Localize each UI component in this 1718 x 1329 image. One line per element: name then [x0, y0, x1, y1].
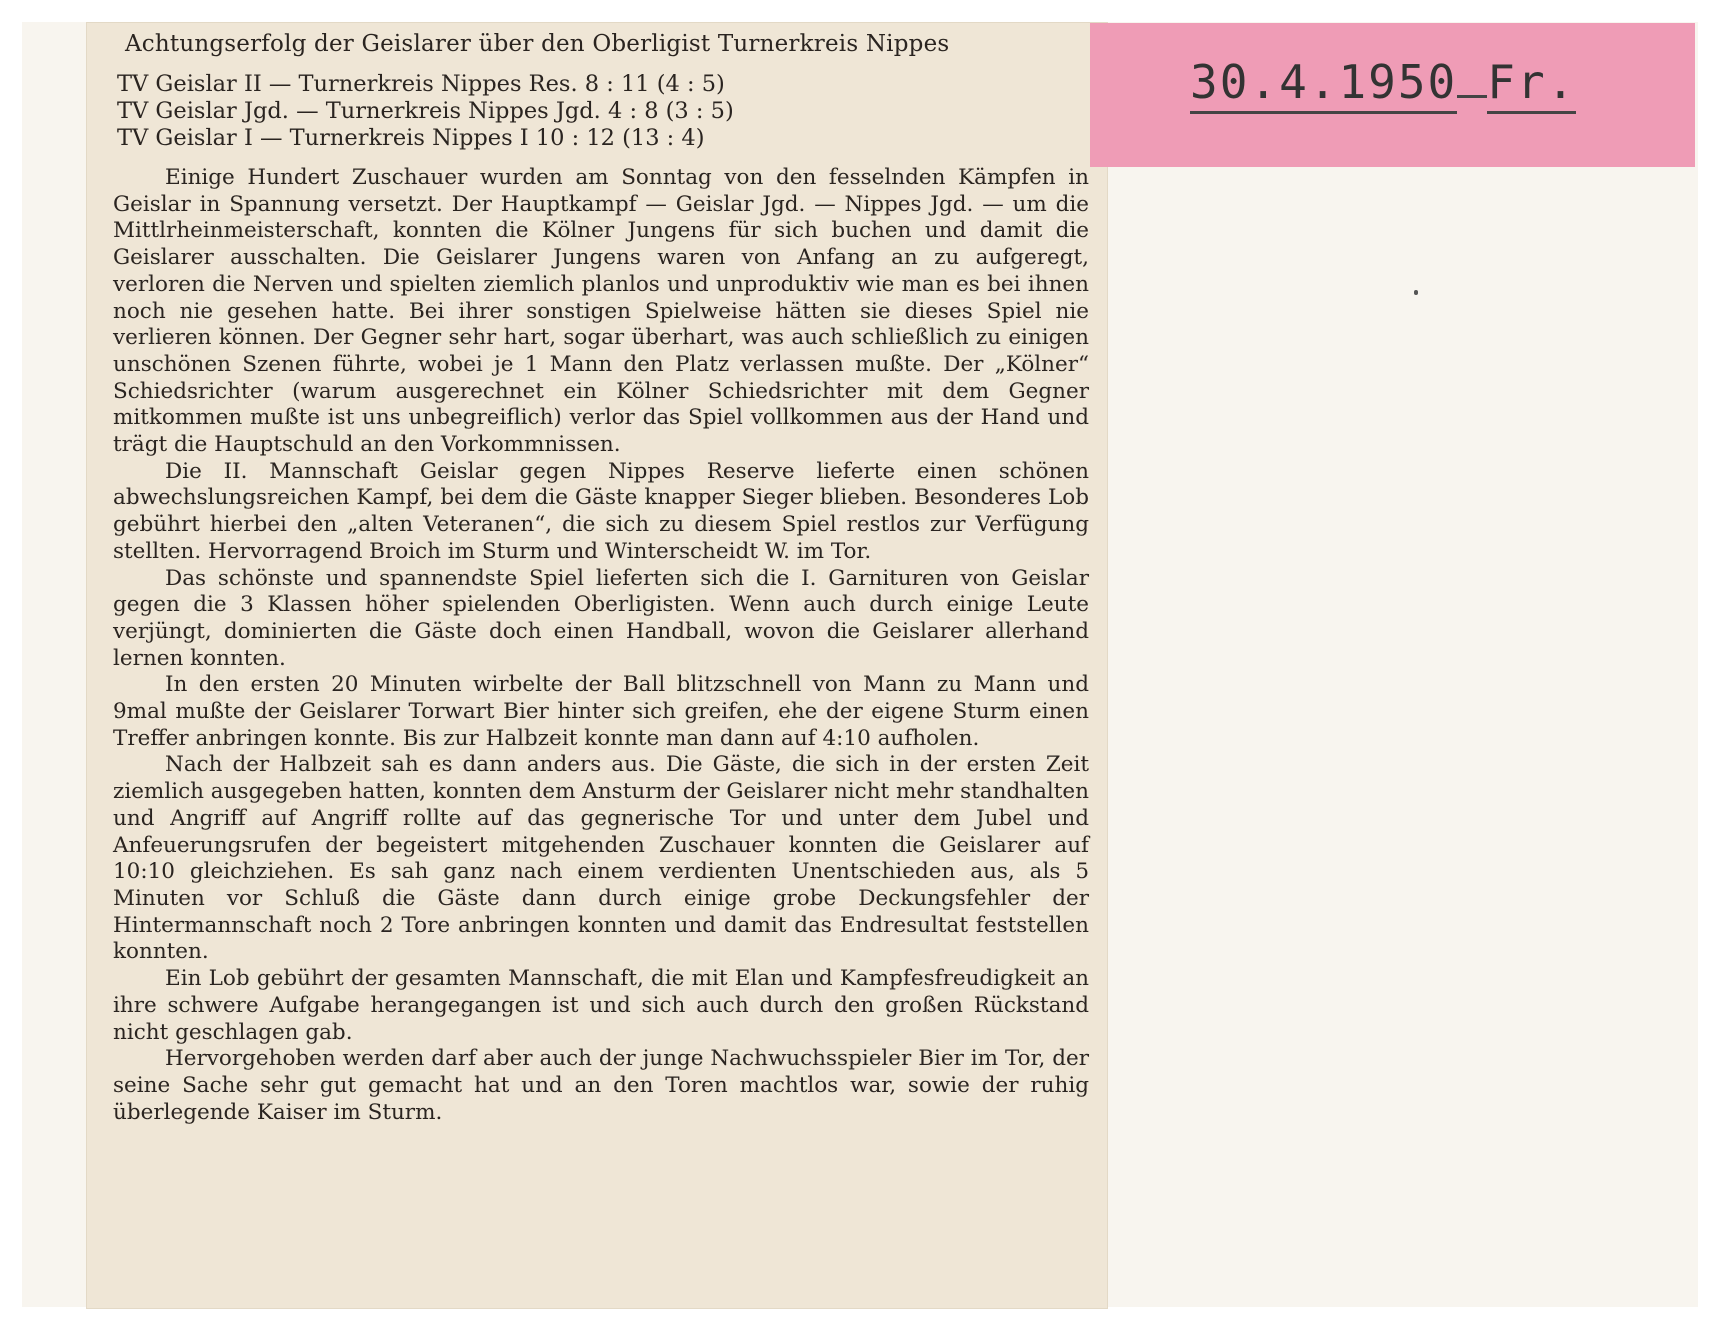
result-line: TV Geislar Jgd. — Turnerkreis Nippes Jgd. 4 : 8 (3 : 5) [117, 98, 734, 124]
clipping-source: Fr. [1487, 55, 1576, 114]
article-body [113, 165, 1089, 1126]
paper-speck [1414, 290, 1418, 295]
newspaper-clipping [87, 23, 1107, 1308]
date-label [1090, 23, 1695, 167]
article-headline: Achtungserfolg der Geislarer über den Oberligist Turnerkreis Nippes [125, 31, 950, 57]
result-line: TV Geislar I — Turnerkreis Nippes I 10 : 12 (13 : 4) [117, 125, 705, 151]
article-paragraph: Ein Lob gebührt der gesamten Mannschaft, die mit Elan und Kampfesfreudigkeit an ihre schwere Aufgabe herangegangen ist und sich auch durch den großen Rückstand nicht geschlagen gab. [113, 966, 1089, 1045]
result-line: TV Geislar II — Turnerkreis Nippes Res. 8 : 11 (4 : 5) [117, 71, 725, 97]
article-paragraph: In den ersten 20 Minuten wirbelte der Ball blitzschnell von Mann zu Mann und 9mal mußte der Geislarer Torwart Bier hinter sich greifen, ehe der eigene Sturm einen Treffer anbringen konnte. Bis zur Halbzeit konnte man dann auf 4:10 aufholen. [113, 672, 1089, 751]
clipping-date: 30.4.1950 [1190, 55, 1457, 114]
article-paragraph: Das schönste und spannendste Spiel lieferten sich die I. Garnituren von Geislar gegen die 3 Klassen höher spielenden Oberligisten. Wenn auch durch einige Leute verjüngt, dominierten die Gäste doch einen Handball, wovon die Geislarer allerhand lernen konnten. [113, 565, 1089, 671]
date-label-text [1190, 55, 1576, 109]
article-paragraph: Nach der Halbzeit sah es dann anders aus. Die Gäste, die sich in der ersten Zeit ziemlich ausgegeben hatten, konnten dem Ansturm der Geislarer nicht mehr standhalten und Angriff auf Angriff rollte auf das gegnerische Tor und unter dem Jubel und Anfeuerungsrufen der begeistert mitgehenden Zuschauer konnten die Geislarer auf 10:10 gleichziehen. Es sah ganz nach einem verdienten Unentschieden aus, als 5 Minuten vor Schluß die Gäste dann durch einige grobe Deckungsfehler der Hintermannschaft noch 2 Tore anbringen konnten und damit das Endresultat feststellen konnten. [113, 752, 1089, 965]
article-paragraph: Die II. Mannschaft Geislar gegen Nippes Reserve lieferte einen schönen abwechslungsreichen Kampf, bei dem die Gäste knapper Sieger blieben. Besonderes Lob gebührt hierbei den „alten Veteranen“, die sich zu diesem Spiel restlos zur Verfügung stellten. Hervorragend Broich im Sturm und Winterscheidt W. im Tor. [113, 458, 1089, 564]
article-paragraph: Hervorgehoben werden darf aber auch der junge Nachwuchsspieler Bier im Tor, der seine Sache sehr gut gemacht hat und an den Toren machtlos war, sowie der ruhig überlegende Kaiser im Sturm. [113, 1046, 1089, 1125]
article-paragraph: Einige Hundert Zuschauer wurden am Sonntag von den fesselnden Kämpfen in Geislar in Spannung versetzt. Der Hauptkampf — Geislar Jgd. — Nippes Jgd. — um die Mittlrheinmeisterschaft, konnten die Kölner Jungens für sich buchen und damit die Geislarer ausschalten. Die Geislarer Jungens waren von Anfang an zu aufgeregt, verloren die Nerven und spielten ziemlich planlos und unproduktiv wie man es bei ihnen noch nie gesehen hatte. Bei ihrer sonstigen Spielweise hätten sie dieses Spiel nie verlieren können. Der Gegner sehr hart, sogar überhart, was auch schließlich zu einigen unschönen Szenen führte, wobei je 1 Mann den Platz verlassen mußte. Der „Kölner“ Schiedsrichter (warum ausgerechnet ein Kölner Schiedsrichter mit dem Gegner mitkommen mußte ist uns unbegreiflich) verlor das Spiel vollkommen aus der Hand und trägt die Hauptschuld an den Vorkommnissen. [113, 165, 1089, 458]
match-results [117, 71, 1087, 152]
